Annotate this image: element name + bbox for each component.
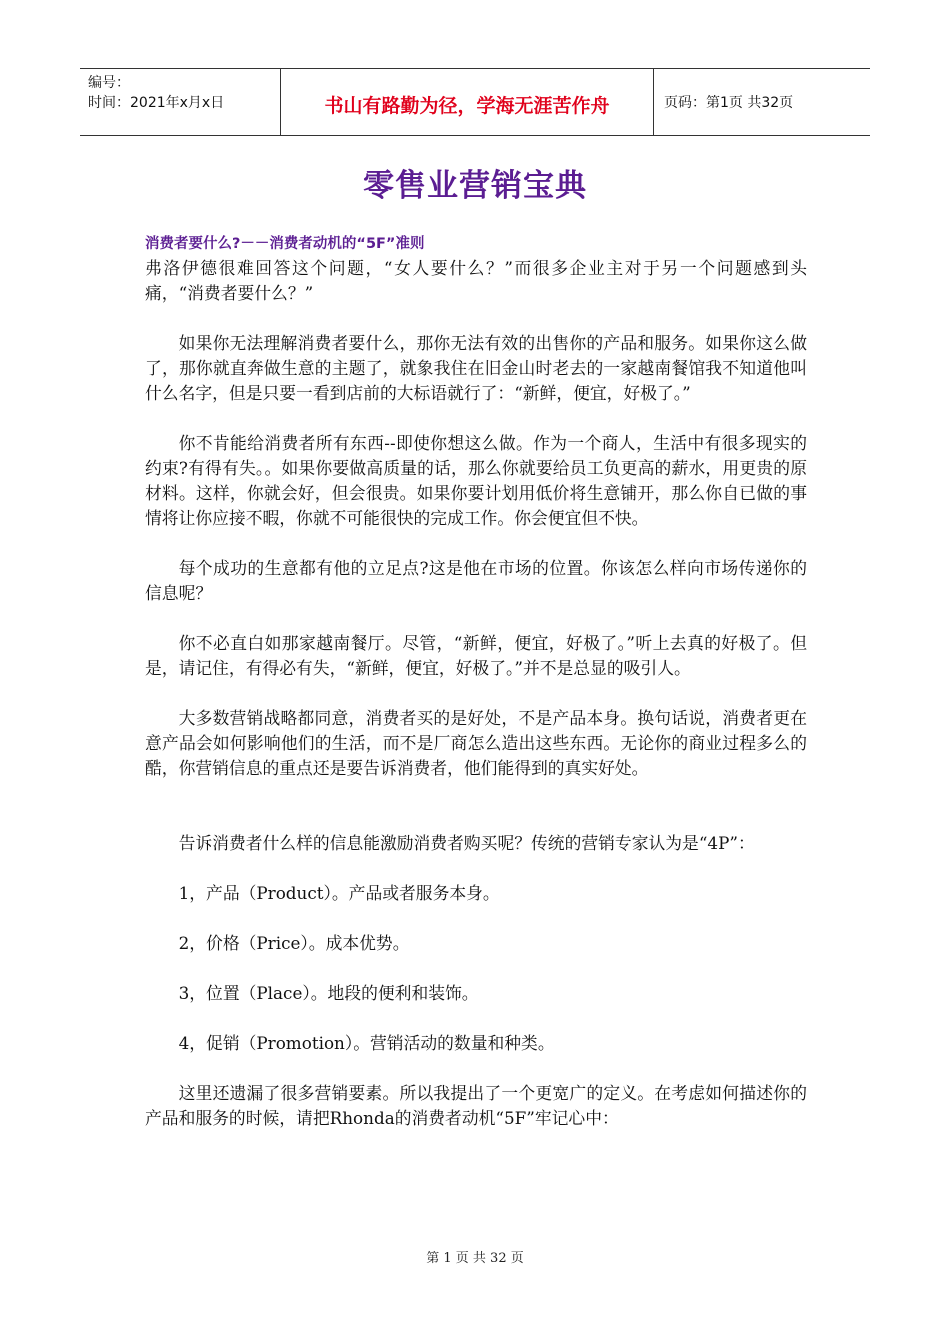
- paragraph: 每个成功的生意都有他的立足点?这是他在市场的位置。你该怎么样向市场传递你的信息呢？: [145, 558, 807, 603]
- header-meta: [80, 69, 281, 135]
- paragraph: 弗洛伊德很难回答这个问题，“女人要什么？”而很多企业主对于另一个问题感到头痛，“消费者要什么？”: [145, 258, 807, 303]
- list-item: 3，位置（Place）。地段的便利和装饰。: [178, 983, 479, 1003]
- section-subheading: 消费者要什么?－－消费者动机的“5F”准则: [145, 236, 425, 252]
- list-item: 1，产品（Product）。产品或者服务本身。: [178, 883, 500, 903]
- paragraph: 这里还遗漏了很多营销要素。所以我提出了一个更宽广的定义。在考虑如何描述你的产品和服务的时候，请把Rhonda的消费者动机“5F”牢记心中：: [145, 1083, 807, 1128]
- list-item: 4，促销（Promotion）。营销活动的数量和种类。: [178, 1033, 555, 1053]
- paragraph: 大多数营销战略都同意，消费者买的是好处，不是产品本身。换句话说，消费者更在意产品会如何影响他们的生活，而不是厂商怎么造出这些东西。无论你的商业过程多么的酷，你营销信息的重点还是要告诉消费者，他们能得到的真实好处。: [145, 708, 807, 778]
- blank-line: [145, 806, 807, 831]
- list-item: 2，价格（Price）。成本优势。: [178, 933, 410, 953]
- document-title: 零售业营销宝典: [363, 168, 587, 204]
- paragraph: 你不肯能给消费者所有东西--即使你想这么做。作为一个商人，生活中有很多现实的约束?有得有失。。如果你要做高质量的话，那么你就要给员工负更高的薪水，用更贵的原材料。这样，你就会好，但会很贵。如果你要计划用低价将生意铺开，那么你自已做的事情将让你应接不暇，你就不可能很快的完成工作。你会便宜但不快。: [145, 433, 807, 528]
- paragraph: 你不必直白如那家越南餐厅。尽管，“新鲜，便宜，好极了。”听上去真的好极了。但是，请记住，有得必有失，“新鲜，便宜，好极了。”并不是总显的吸引人。: [145, 633, 807, 678]
- header-page-info: 页码：第1页 共32页: [664, 95, 794, 111]
- page-footer: 第 1 页 共 32 页: [426, 1251, 524, 1266]
- document-header: [80, 68, 870, 136]
- paragraph: 告诉消费者什么样的信息能激励消费者购买呢？传统的营销专家认为是“4P”：: [178, 833, 755, 853]
- document-body: [145, 232, 807, 1156]
- paragraph: 如果你无法理解消费者要什么，那你无法有效的出售你的产品和服务。如果你这么做了，那你就直奔做生意的主题了，就象我住在旧金山时老去的一家越南餐馆我不知道他叫什么名字，但是只要一看到店前的大标语就行了：“新鲜，便宜，好极了。”: [145, 333, 807, 403]
- serial-label: 编号：: [88, 75, 130, 91]
- header-motto: 书山有路勤为径，学海无涯苦作舟: [281, 69, 654, 135]
- date-label: 时间：2021年x月x日: [88, 95, 225, 111]
